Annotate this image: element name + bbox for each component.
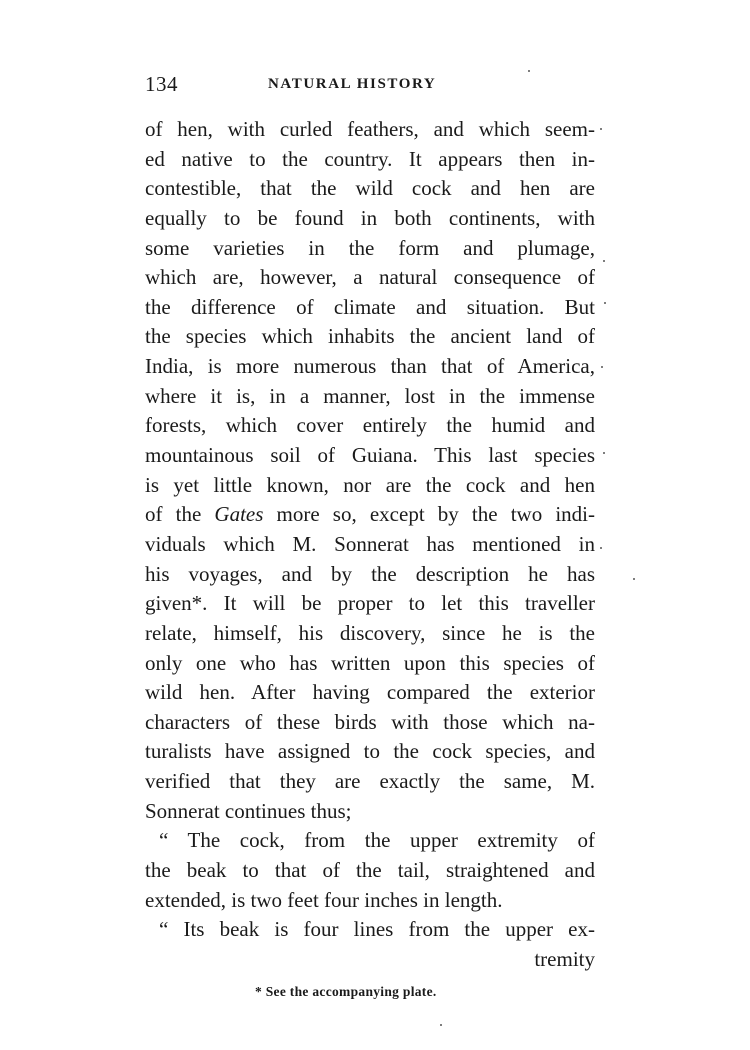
catchword: tremity <box>534 946 595 971</box>
gates-prefix: of the <box>145 502 215 527</box>
quote-line: “ Its beak is four lines from the upper ex- <box>159 917 595 942</box>
text-line: which are, however, a natural consequence of <box>145 265 595 290</box>
print-speck <box>633 578 635 580</box>
text-line: his voyages, and by the description he has <box>145 561 595 586</box>
gates-italic: Gates <box>214 502 264 527</box>
text-line: turalists have assigned to the cock species, and <box>145 739 595 764</box>
page-number: 134 <box>145 72 178 96</box>
print-speck <box>600 547 602 549</box>
text-line: relate, himself, his discovery, since he is the <box>145 620 595 645</box>
text-line: the beak to that of the tail, straightened and <box>145 858 595 883</box>
text-line: the difference of climate and situation. But <box>145 294 595 319</box>
text-line: forests, which cover entirely the humid and <box>145 413 595 438</box>
text-line: of hen, with curled feathers, and which seem- <box>145 117 595 141</box>
text-line: equally to be found in both continents, with <box>145 205 595 230</box>
text-line: contestible, that the wild cock and hen are <box>145 176 595 201</box>
text-line: only one who has written upon this species of <box>145 650 595 675</box>
running-title: NATURAL HISTORY <box>268 76 437 92</box>
text-line: characters of these birds with those which na- <box>145 709 595 734</box>
text-line: India, is more numerous than that of America, <box>145 354 595 379</box>
text-line: extended, is two feet four inches in length. <box>145 887 503 912</box>
print-speck <box>604 302 606 304</box>
text-line: wild hen. After having compared the exterior <box>145 680 595 705</box>
print-speck <box>603 452 605 454</box>
gates-suffix: more so, except by the two indi- <box>263 502 595 527</box>
text-line: Sonnerat continues thus; <box>145 798 352 823</box>
text-line: verified that they are exactly the same, M. <box>145 769 595 794</box>
footnote: * See the accompanying plate. <box>255 984 437 999</box>
text-line: where it is, in a manner, lost in the immense <box>145 383 595 408</box>
text-line: the species which inhabits the ancient land of <box>145 324 595 349</box>
text-line: given*. It will be proper to let this traveller <box>145 591 595 616</box>
print-speck <box>528 70 530 72</box>
print-speck <box>603 260 605 262</box>
quote-line: “ The cock, from the upper extremity of <box>159 828 595 853</box>
text-line: mountainous soil of Guiana. This last species <box>145 443 595 468</box>
body-text <box>145 115 595 975</box>
text-line: ed native to the country. It appears then in- <box>145 146 595 171</box>
text-line-gates <box>145 500 595 530</box>
print-speck <box>600 128 602 130</box>
text-line: some varieties in the form and plumage, <box>145 235 595 260</box>
text-line: viduals which M. Sonnerat has mentioned in <box>145 531 595 556</box>
text-line: is yet little known, nor are the cock and hen <box>145 472 595 497</box>
running-head <box>145 72 475 100</box>
print-speck <box>440 1024 442 1026</box>
print-speck <box>601 366 603 368</box>
